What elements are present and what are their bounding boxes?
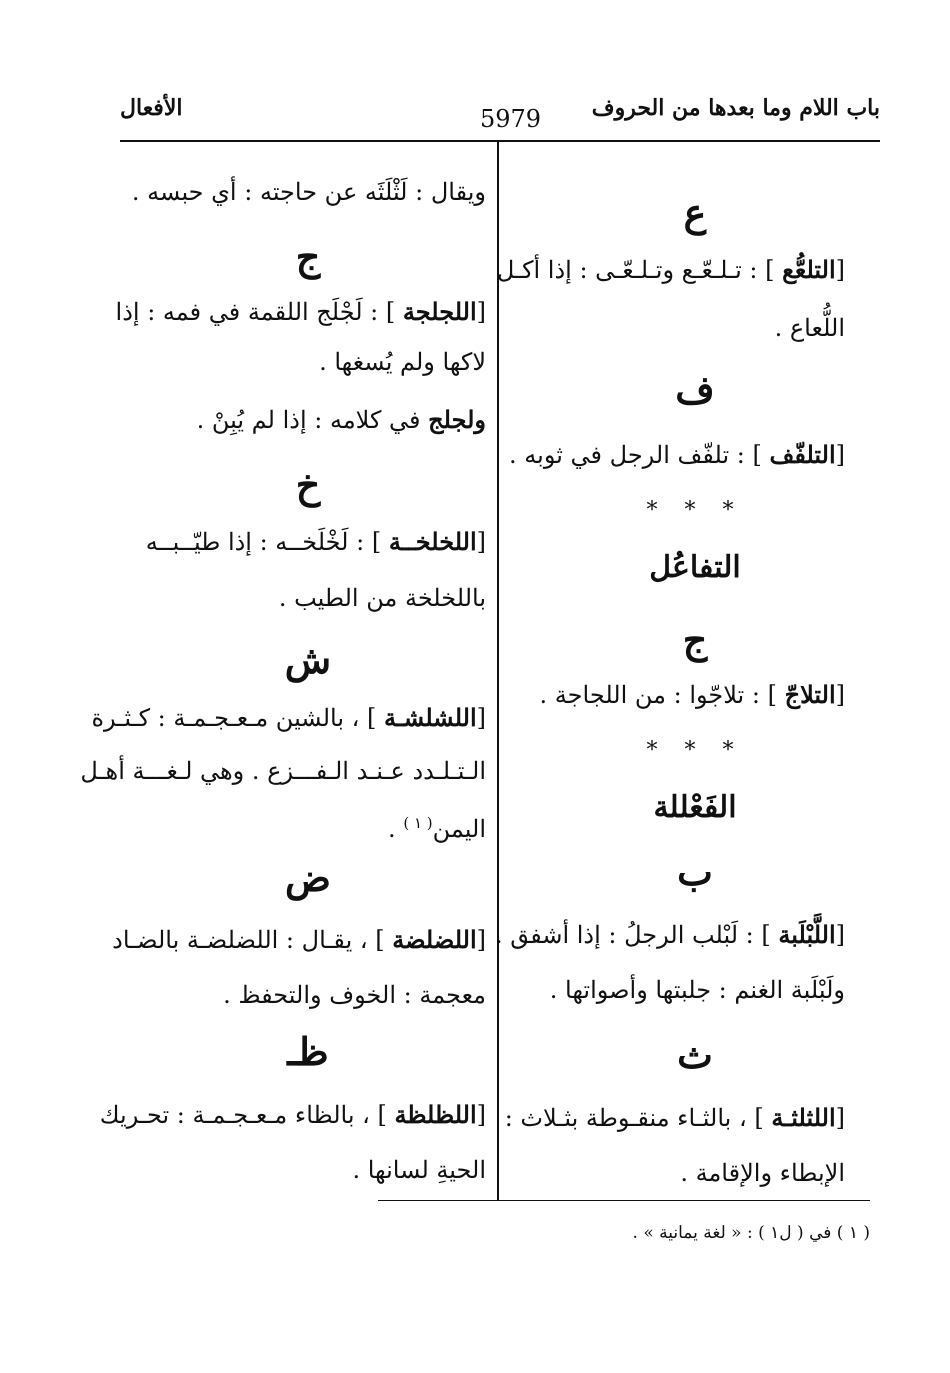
chapter-title: باب اللام وما بعدها من الحروف <box>591 95 880 121</box>
section-title: الأفعال <box>120 95 183 121</box>
intro-line: ويقال : لَثْلَثَه عن حاجته : أي حبسه . <box>131 178 486 206</box>
entry-ba-line-2: ولَبْلَبة الغنم : جلبتها وأصواتها . <box>549 976 845 1004</box>
letter-heading-ba: ب <box>677 849 713 894</box>
entry-term: اللضلضة <box>392 925 477 954</box>
footnote: ( ١ ) في ( ل١ ) : « لغة يمانية » . <box>632 1223 870 1243</box>
entry-text: ] ، بالثـاء منقـوطة بثـلاث : <box>504 1104 772 1132</box>
entry-text: ] : تلفّف الرجل في ثوبه . <box>509 441 770 469</box>
pattern-heading-faalala: الفَعْللة <box>653 790 737 825</box>
letter-heading-za: ظـ <box>287 1029 329 1074</box>
footnote-rule <box>378 1200 870 1201</box>
letter-heading-dad: ض <box>285 855 331 900</box>
entry-text: ] ، بالشين مـعـجـمـة : كـثـرة <box>91 704 385 732</box>
entry-jim-line-2: لاكها ولم يُسغها . <box>319 348 486 376</box>
letter-heading-jim: ج <box>682 617 708 662</box>
entry-text: ] ، يقـال : اللضلضـة بالضـاد <box>112 926 393 954</box>
entry-term: اللَّبْلَبة <box>778 920 836 949</box>
entry-term: اللشلشـة <box>384 703 477 732</box>
letter-heading-jim: ج <box>295 234 321 279</box>
section-separator: * * * <box>646 498 744 523</box>
entry-za-line-2: الحيةِ لسانها . <box>352 1156 486 1184</box>
entry-jim-line: [التلاجّ ] : تلاجّوا : من اللجاجة . <box>539 680 845 709</box>
entry-term: التلاجّ <box>784 680 836 709</box>
letter-heading-fa: ف <box>675 367 715 412</box>
entry-text: ] : لَخْلَخــه : إذا طيّــبــه <box>145 528 389 556</box>
letter-heading-ain: ع <box>683 190 707 235</box>
page-number: 5979 <box>480 105 542 133</box>
entry-tha-line-1: [اللثلثـة ] ، بالثـاء منقـوطة بثـلاث : <box>504 1103 845 1132</box>
entry-text: ] : لَجْلَج اللقمة في فمه : إذا <box>115 298 403 326</box>
entry-jim-line-1: [اللجلجة ] : لَجْلَج اللقمة في فمه : إذا <box>115 297 486 326</box>
entry-term: ولجلج <box>428 405 486 434</box>
entry-text: . <box>388 815 404 843</box>
entry-tha-line-2: الإبطاء والإقامة . <box>680 1159 845 1187</box>
entry-text: ] ، بالظاء مـعـجـمـة : تحـريك <box>99 1101 395 1129</box>
entry-text: اليمن <box>432 815 486 843</box>
header-rule <box>120 140 880 142</box>
entry-term: اللظلظة <box>394 1100 477 1129</box>
entry-shin-line-2: الـتـلـدد عـنـد الـفـــزع . وهي لـغـــة أهـل <box>80 757 486 785</box>
entry-dad-line-1: [اللضلضة ] ، يقـال : اللضلضـة بالضـاد <box>112 925 486 954</box>
entry-text: ] : تـلـعّـع وتـلـعّـى : إذا أكـل <box>496 256 783 284</box>
entry-kha-line-1: [اللخلخــة ] : لَخْلَخــه : إذا طيّــبــه <box>145 527 486 556</box>
entry-fa-line: [التلفّف ] : تلفّف الرجل في ثوبه . <box>509 440 845 469</box>
entry-shin-line-3 <box>388 808 486 844</box>
entry-shin-line-1: [اللشلشـة ] ، بالشين مـعـجـمـة : كـثـرة <box>91 703 486 732</box>
entry-ain-line-1: [التلعُّع ] : تـلـعّـع وتـلـعّـى : إذا أكـل <box>496 255 845 284</box>
entry-kha-line-2: باللخلخة من الطيب . <box>278 584 486 612</box>
entry-term: اللثلثـة <box>771 1103 836 1132</box>
footnote-ref[interactable]: ( ١ ) <box>403 814 433 832</box>
entry-text: ] : لَبْلب الرجلُ : إذا أشفق . <box>494 921 779 949</box>
letter-heading-kha: خ <box>295 462 321 507</box>
entry-term: التلعُّع <box>782 255 836 284</box>
entry-za-line-1: [اللظلظة ] ، بالظاء مـعـجـمـة : تحـريك <box>99 1100 486 1129</box>
pattern-heading-tafaul: التفاعُل <box>649 550 741 585</box>
entry-ain-line-2: اللُّعاع . <box>774 314 845 342</box>
section-separator: * * * <box>646 738 744 763</box>
entry-term: اللخلخــة <box>388 527 477 556</box>
entry-ba-line-1: [اللَّبْلَبة ] : لَبْلب الرجلُ : إذا أشفق . <box>494 920 845 949</box>
entry-text: في كلامه : إذا لم يُبِنْ . <box>196 406 429 434</box>
page-header <box>120 95 880 140</box>
letter-heading-tha: ث <box>677 1032 713 1077</box>
entry-dad-line-2: معجمة : الخوف والتحفظ . <box>223 981 486 1009</box>
entry-term: اللجلجة <box>402 297 477 326</box>
entry-jim-line-3 <box>197 405 486 435</box>
entry-term: التلفّف <box>769 440 836 469</box>
entry-text: ] : تلاجّوا : من اللجاجة . <box>539 681 785 709</box>
letter-heading-shin: ش <box>284 637 332 682</box>
